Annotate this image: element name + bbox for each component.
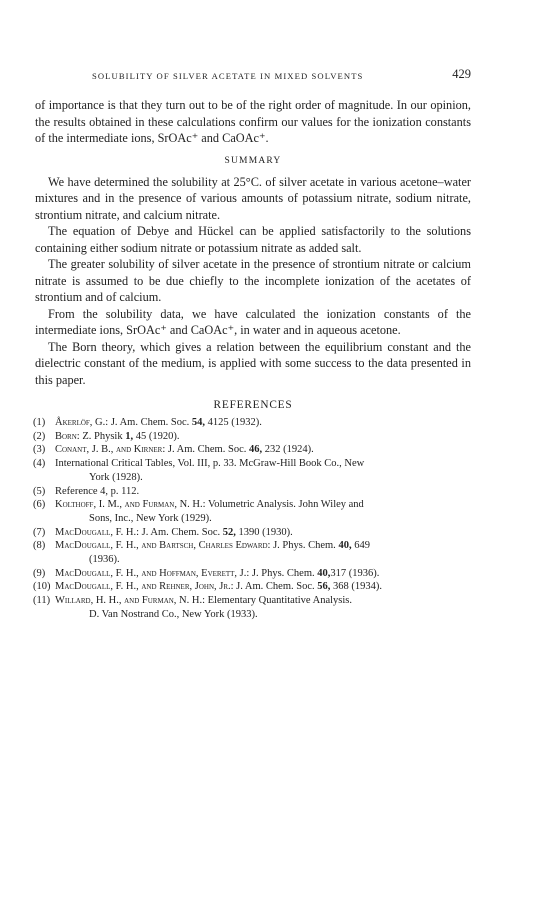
reference-item: (10) MacDougall, F. H., and Rehner, John, Jr.: J. Am. Chem. Soc. 56, 368 (1934). (33, 581, 383, 593)
reference-item: (4) International Critical Tables, Vol. III, p. 33. McGraw-Hill Book Co., New York (1928). (33, 458, 365, 483)
summary-paragraph: The greater solubility of silver acetate in the presence of strontium nitrate or calcium nitrate is assumed to be due chiefly to the incomplete ionization of the acetates of strontium and of calcium. (35, 257, 471, 304)
reference-item: (2) Born: Z. Physik 1, 45 (1920). (33, 430, 180, 442)
page-number: 429 (452, 67, 471, 81)
article-body (35, 97, 471, 388)
reference-item: (7) MacDougall, F. H.: J. Am. Chem. Soc. 52, 1390 (1930). (33, 526, 293, 538)
summary-heading: SUMMARY (224, 155, 282, 166)
running-title: SOLUBILITY OF SILVER ACETATE IN MIXED SOLVENTS (92, 71, 364, 81)
intro-paragraph: of importance is that they turn out to be of the right order of magnitude. In our opinion, the results obtained in these calculations confirm our values for the ionization constants of the intermediate ions, SrOAc⁺ and CaOAc⁺. (35, 98, 471, 145)
summary-paragraph: The equation of Debye and Hückel can be applied satisfactorily to the solutions containing either sodium nitrate or potassium nitrate as added salt. (35, 224, 471, 255)
reference-item: (11) Willard, H. H., and Furman, N. H.: Elementary Quantitative Analysis. D. Van Nostrand Co., New York (1933). (33, 595, 352, 620)
reference-item: (5) Reference 4, p. 112. (33, 485, 140, 497)
summary-paragraph: We have determined the solubility at 25°C. of silver acetate in various acetone–water mixtures and in the presence of various amounts of potassium nitrate, sodium nitrate, strontium nitrate, and calcium nitrate. (35, 174, 471, 222)
reference-list (35, 416, 471, 622)
summary-paragraph: The Born theory, which gives a relation between the equilibrium constant and the dielectric constant of the medium, is applied with some success to the data presented in this paper. (35, 339, 471, 387)
reference-item: (3) Conant, J. B., and Kirner: J. Am. Chem. Soc. 46, 232 (1924). (33, 444, 314, 456)
references-heading: REFERENCES (213, 399, 293, 411)
reference-item: (8) MacDougall, F. H., and Bartsch, Charles Edward: J. Phys. Chem. 40, 649 (1936). (33, 540, 370, 566)
reference-item: (6) Kolthoff, I. M., and Furman, N. H.: Volumetric Analysis. John Wiley and Sons, Inc., New York (1929). (33, 499, 364, 524)
reference-item: (1) Åkerlöf, G.: J. Am. Chem. Soc. 54, 4125 (1932). (33, 417, 262, 428)
summary-paragraph: From the solubility data, we have calculated the ionization constants of the intermediate ions, SrOAc⁺ and CaOAc⁺, in water and in aqueous acetone. (35, 306, 471, 337)
page-header (35, 66, 471, 84)
reference-item: (9) MacDougall, F. H., and Hoffman, Everett, J.: J. Phys. Chem. 40,317 (1936). (33, 567, 380, 579)
journal-page (35, 66, 471, 622)
